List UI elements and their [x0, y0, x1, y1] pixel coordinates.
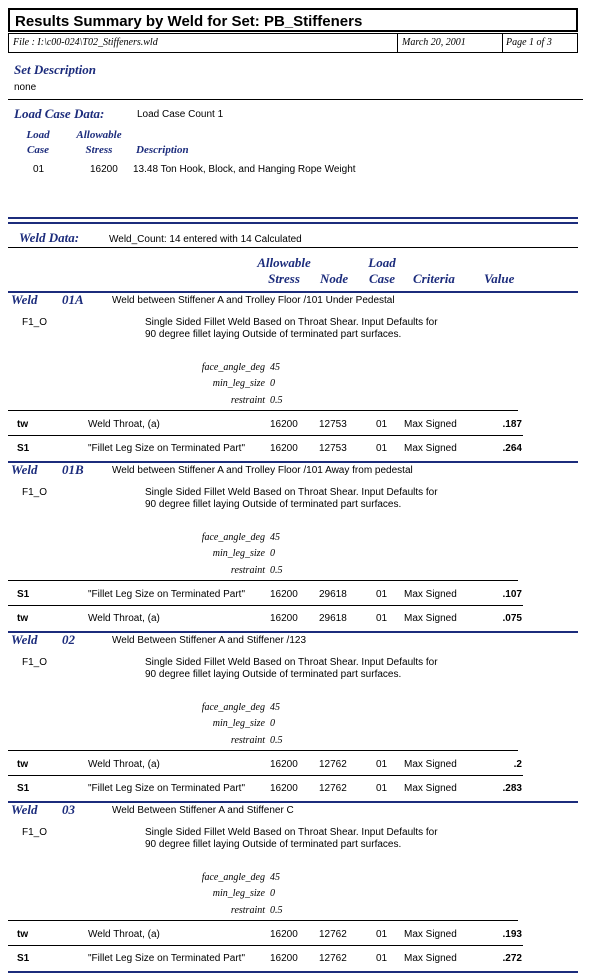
- set-description-heading: Set Description: [14, 62, 96, 77]
- weld-id: 03: [62, 802, 75, 817]
- allowable-stress-col-header: [68, 128, 130, 158]
- weld-param-label: min_leg_size: [212, 548, 265, 559]
- allowable-stress-col-header: [252, 255, 316, 287]
- file-path: File : I:\c00-024\T02_Stiffeners.wld: [13, 37, 158, 48]
- result-criteria: Max Signed: [404, 759, 457, 770]
- result-description: "Fillet Leg Size on Terminated Part": [88, 953, 245, 964]
- weld-param-label: restraint: [230, 395, 265, 406]
- result-criteria: Max Signed: [404, 613, 457, 624]
- weld-param-value: 0.5: [270, 565, 283, 576]
- report-info-row: [8, 33, 578, 53]
- result-value: .283: [502, 783, 522, 794]
- set-description-value: none: [14, 82, 37, 93]
- weld-description: Weld between Stiffener A and Trolley Floor /101 Away from pedestal: [112, 465, 413, 476]
- result-value: .264: [502, 443, 522, 454]
- weld-data-heading: Weld Data:: [19, 230, 80, 245]
- weld-type: F1_O: [22, 657, 48, 668]
- weld-label: Weld: [11, 292, 38, 307]
- result-description: Weld Throat, (a): [88, 419, 160, 430]
- result-description: "Fillet Leg Size on Terminated Part": [88, 783, 245, 794]
- col-header-line: Case: [27, 144, 49, 156]
- result-node: 12762: [319, 759, 347, 770]
- divider: [8, 775, 523, 776]
- result-load-case: 01: [376, 953, 388, 964]
- result-criteria: Max Signed: [404, 443, 457, 454]
- result-criteria: Max Signed: [404, 929, 457, 940]
- weld-param-value: 0.5: [270, 735, 283, 746]
- weld-param-label: min_leg_size: [212, 378, 265, 389]
- weld-count: Weld_Count: 14 entered with 14 Calculated: [109, 234, 302, 245]
- load-case-heading: Load Case Data:: [14, 106, 105, 121]
- node-col-header: Node: [320, 271, 349, 286]
- page-number: Page 1 of 3: [506, 37, 552, 48]
- weld-type: F1_O: [22, 317, 48, 328]
- weld-type-description: Single Sided Fillet Weld Based on Throat Shear. Input Defaults for 90 degree fillet laying Outside of terminated part surfaces.: [145, 317, 438, 340]
- result-stress: 16200: [270, 929, 298, 940]
- weld-type-description: Single Sided Fillet Weld Based on Throat Shear. Input Defaults for 90 degree fillet laying Outside of terminated part surfaces.: [145, 487, 438, 510]
- result-node: 12753: [319, 443, 347, 454]
- description-col-header: Description: [136, 144, 189, 156]
- result-code: S1: [17, 589, 30, 600]
- load-case-stress: 16200: [90, 164, 118, 175]
- result-row: [8, 925, 583, 945]
- col-header-line: Case: [369, 271, 395, 286]
- weld-param-value: 45: [270, 702, 280, 713]
- result-value: .107: [502, 589, 522, 600]
- weld-param-value: 45: [270, 872, 280, 883]
- result-row: [8, 585, 583, 605]
- weld-rule: [8, 291, 578, 293]
- weld-label: Weld: [11, 462, 38, 477]
- result-criteria: Max Signed: [404, 783, 457, 794]
- divider: [8, 605, 523, 606]
- weld-param-value: 0.5: [270, 905, 283, 916]
- result-stress: 16200: [270, 759, 298, 770]
- weld-type: F1_O: [22, 487, 48, 498]
- result-node: 12762: [319, 953, 347, 964]
- weld-label: Weld: [11, 632, 38, 647]
- divider: [8, 99, 583, 100]
- weld-type: F1_O: [22, 827, 48, 838]
- result-load-case: 01: [376, 589, 388, 600]
- result-description: Weld Throat, (a): [88, 759, 160, 770]
- load-case-description: 13.48 Ton Hook, Block, and Hanging Rope Weight: [133, 164, 356, 175]
- weld-id: 01A: [62, 292, 84, 307]
- divider: [8, 750, 518, 751]
- result-value: .187: [502, 419, 522, 430]
- col-header-line: Load: [26, 129, 50, 141]
- result-load-case: 01: [376, 759, 388, 770]
- weld-param-value: 0: [270, 888, 275, 899]
- result-code: S1: [17, 953, 30, 964]
- weld-description: Weld Between Stiffener A and Stiffener C: [112, 805, 294, 816]
- result-node: 29618: [319, 613, 347, 624]
- result-load-case: 01: [376, 929, 388, 940]
- result-row: [8, 779, 583, 799]
- report-title-box: [8, 8, 578, 32]
- weld-param-label: face_angle_deg: [201, 872, 265, 883]
- load-case-col-header: [18, 128, 58, 158]
- divider: [8, 247, 578, 248]
- result-code: S1: [17, 443, 30, 454]
- weld-rule: [8, 461, 578, 463]
- divider: [8, 410, 518, 411]
- weld-label: Weld: [11, 802, 38, 817]
- result-stress: 16200: [270, 783, 298, 794]
- weld-description: Weld between Stiffener A and Trolley Floor /101 Under Pedestal: [112, 295, 395, 306]
- weld-id: 02: [62, 632, 75, 647]
- result-criteria: Max Signed: [404, 419, 457, 430]
- result-node: 12753: [319, 419, 347, 430]
- weld-param-label: min_leg_size: [212, 718, 265, 729]
- weld-param-label: restraint: [230, 735, 265, 746]
- col-header-line: Allowable: [76, 129, 122, 141]
- result-row: [8, 949, 583, 969]
- weld-id: 01B: [62, 462, 84, 477]
- weld-param-label: face_angle_deg: [201, 362, 265, 373]
- col-header-line: Stress: [268, 271, 300, 286]
- result-stress: 16200: [270, 953, 298, 964]
- load-case-col-header: [362, 255, 402, 287]
- result-stress: 16200: [270, 419, 298, 430]
- bottom-rule: [8, 971, 578, 973]
- result-row: [8, 415, 583, 435]
- result-node: 12762: [319, 783, 347, 794]
- report-date: March 20, 2001: [402, 37, 466, 48]
- load-case-count: Load Case Count 1: [137, 109, 224, 120]
- weld-param-label: restraint: [230, 565, 265, 576]
- result-load-case: 01: [376, 613, 388, 624]
- result-value: .2: [513, 759, 522, 770]
- weld-type-description: Single Sided Fillet Weld Based on Throat Shear. Input Defaults for 90 degree fillet laying Outside of terminated part surfaces.: [145, 657, 438, 680]
- result-node: 29618: [319, 589, 347, 600]
- weld-param-value: 45: [270, 362, 280, 373]
- weld-param-value: 0: [270, 548, 275, 559]
- result-value: .272: [502, 953, 522, 964]
- double-rule-top: [8, 217, 578, 219]
- weld-description: Weld Between Stiffener A and Stiffener /123: [112, 635, 307, 646]
- col-header-line: Load: [368, 255, 396, 270]
- col-header-line: Allowable: [257, 255, 311, 270]
- result-load-case: 01: [376, 443, 388, 454]
- result-load-case: 01: [376, 783, 388, 794]
- result-description: "Fillet Leg Size on Terminated Part": [88, 443, 245, 454]
- result-stress: 16200: [270, 613, 298, 624]
- divider: [8, 435, 523, 436]
- info-divider: [502, 34, 503, 52]
- weld-param-label: face_angle_deg: [201, 532, 265, 543]
- weld-type-description: Single Sided Fillet Weld Based on Throat Shear. Input Defaults for 90 degree fillet laying Outside of terminated part surfaces.: [145, 827, 438, 850]
- result-description: Weld Throat, (a): [88, 613, 160, 624]
- result-description: "Fillet Leg Size on Terminated Part": [88, 589, 245, 600]
- result-node: 12762: [319, 929, 347, 940]
- info-divider: [397, 34, 398, 52]
- result-criteria: Max Signed: [404, 589, 457, 600]
- weld-param-label: min_leg_size: [212, 888, 265, 899]
- criteria-col-header: Criteria: [413, 271, 455, 286]
- col-header-line: Stress: [85, 144, 113, 156]
- weld-param-value: 0.5: [270, 395, 283, 406]
- result-load-case: 01: [376, 419, 388, 430]
- weld-param-value: 0: [270, 378, 275, 389]
- double-rule-bottom: [8, 222, 578, 224]
- weld-param-value: 0: [270, 718, 275, 729]
- divider: [8, 945, 523, 946]
- weld-rule: [8, 801, 578, 803]
- result-criteria: Max Signed: [404, 953, 457, 964]
- weld-param-value: 45: [270, 532, 280, 543]
- weld-param-label: restraint: [230, 905, 265, 916]
- result-code: tw: [17, 929, 29, 940]
- result-row: [8, 609, 583, 629]
- result-code: tw: [17, 419, 29, 430]
- result-code: tw: [17, 759, 29, 770]
- result-code: tw: [17, 613, 29, 624]
- value-col-header: Value: [484, 271, 515, 286]
- result-value: .193: [502, 929, 522, 940]
- result-row: [8, 439, 583, 459]
- result-code: S1: [17, 783, 30, 794]
- result-description: Weld Throat, (a): [88, 929, 160, 940]
- divider: [8, 920, 518, 921]
- result-row: [8, 755, 583, 775]
- weld-rule: [8, 631, 578, 633]
- result-value: .075: [502, 613, 522, 624]
- result-stress: 16200: [270, 589, 298, 600]
- weld-param-label: face_angle_deg: [201, 702, 265, 713]
- result-stress: 16200: [270, 443, 298, 454]
- load-case-id: 01: [33, 164, 45, 175]
- report-title: Results Summary by Weld for Set: PB_Stiffeners: [15, 13, 363, 30]
- divider: [8, 580, 518, 581]
